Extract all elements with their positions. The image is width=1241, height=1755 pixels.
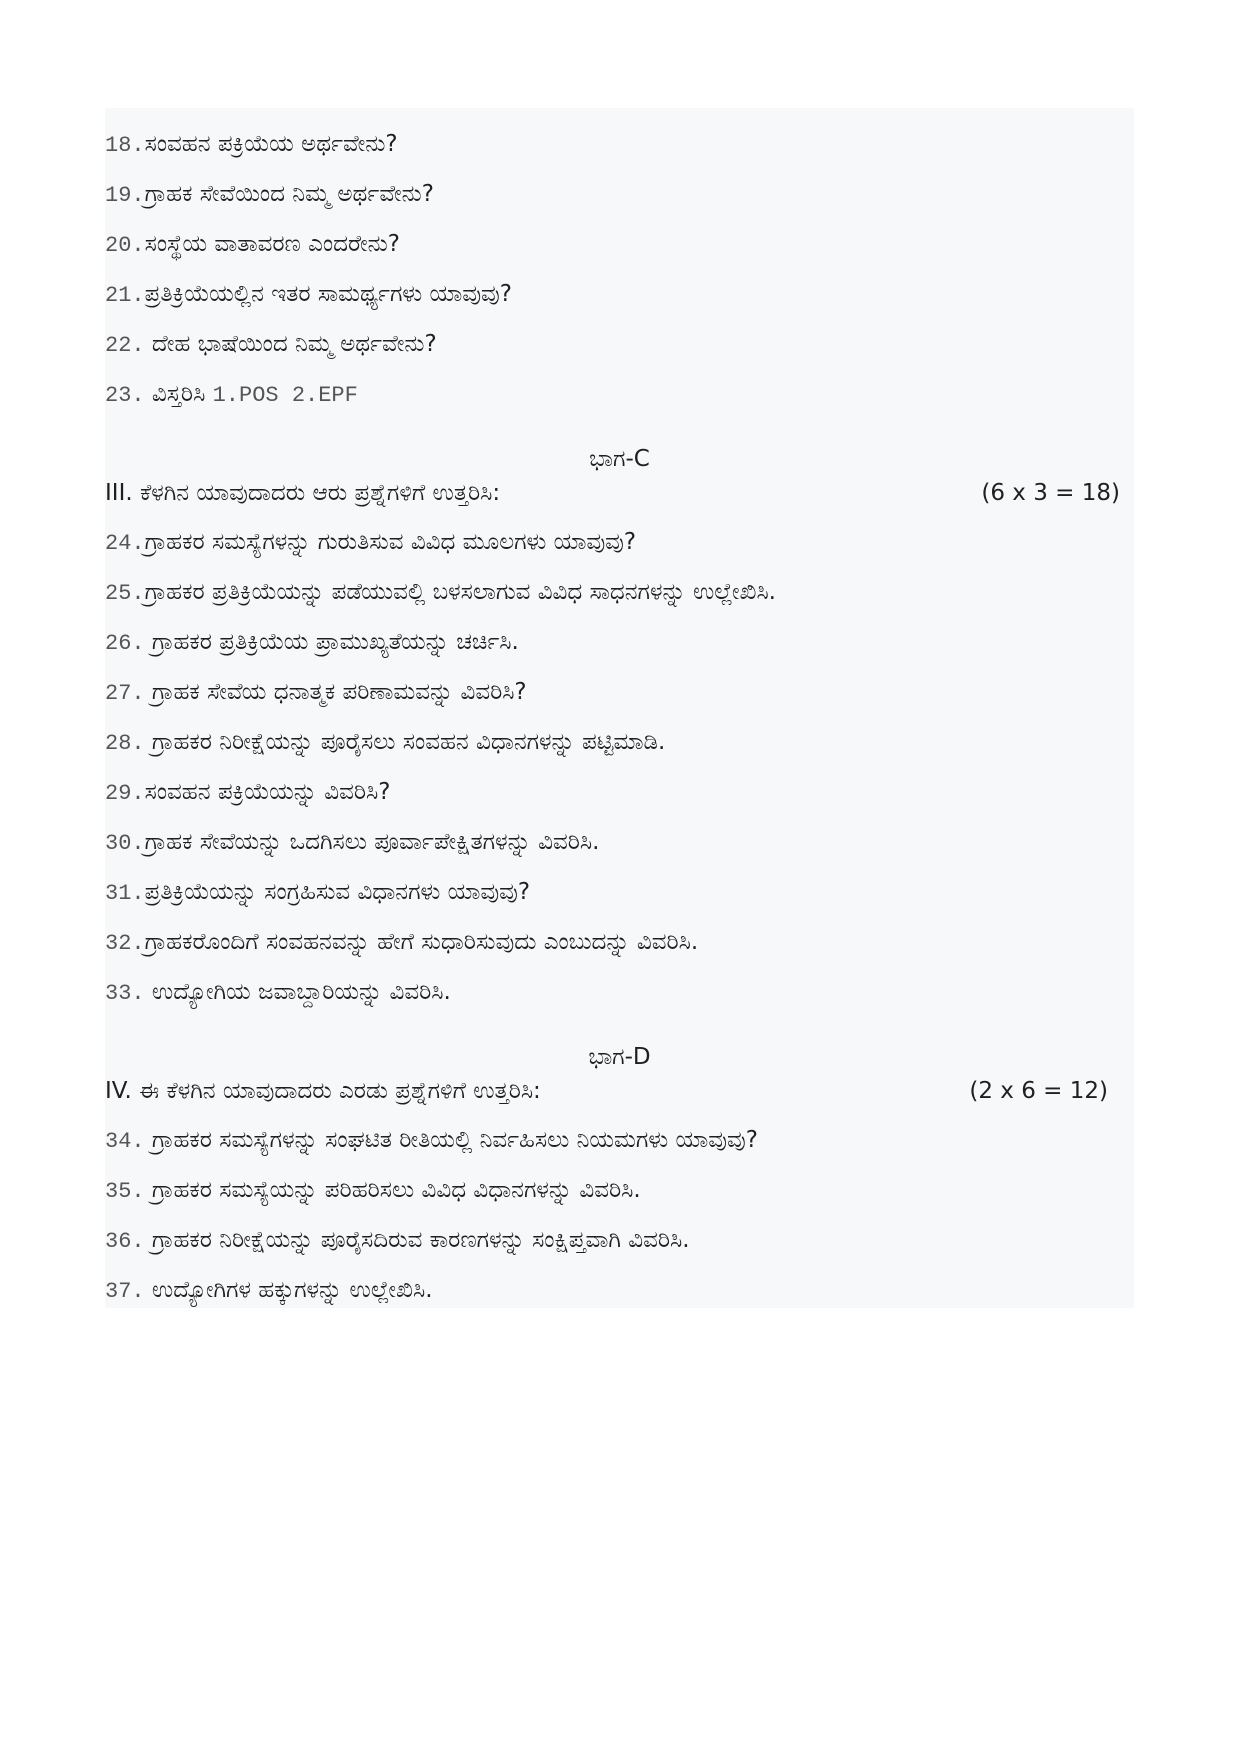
- question-text: ಉದ್ಯೋಗಿಗಳ ಹಕ್ಕುಗಳನ್ನು ಉಲ್ಲೇಖಿಸಿ.: [151, 1277, 433, 1303]
- question-text: ಸಂಸ್ಥೆಯ ವಾತಾವರಣ ಎಂದರೇನು?: [144, 231, 400, 257]
- section-d-instruction: IV. ಈ ಕೆಳಗಿನ ಯಾವುದಾದರು ಎರಡು ಪ್ರಶ್ನೆಗಳಿಗೆ ಉತ್ತರಿಸಿ:: [105, 1078, 541, 1104]
- question-text: ದೇಹ ಭಾಷೆಯಿಂದ ನಿಮ್ಮ ಅರ್ಥವೇನು?: [151, 331, 437, 357]
- question-32: [105, 922, 698, 962]
- question-text: ಪ್ರತಿಕ್ರಿಯೆಯನ್ನು ಸಂಗ್ರಹಿಸುವ ವಿಧಾನಗಳು ಯಾವುವು?: [144, 879, 531, 905]
- question-abbreviations: 1.POS 2.EPF: [212, 383, 358, 408]
- question-text: ಉದ್ಯೋಗಿಯ ಜವಾಬ್ದಾರಿಯನ್ನು ವಿವರಿಸಿ.: [151, 979, 451, 1005]
- question-number: 27.: [105, 681, 145, 706]
- question-text: ಗ್ರಾಹಕರ ನಿರೀಕ್ಷೆಯನ್ನು ಪೂರೈಸದಿರುವ ಕಾರಣಗಳನ್ನು ಸಂಕ್ಷಿಪ್ತವಾಗಿ ವಿವರಿಸಿ.: [151, 1227, 690, 1253]
- question-number: 32.: [105, 931, 145, 956]
- question-number: 33.: [105, 981, 145, 1006]
- question-35: [105, 1170, 641, 1210]
- question-number: 34.: [105, 1129, 145, 1154]
- question-text: ಗ್ರಾಹಕ ಸೇವೆಯ ಧನಾತ್ಮಕ ಪರಿಣಾಮವನ್ನು ವಿವರಿಸಿ?: [151, 679, 527, 705]
- question-25: [105, 572, 776, 612]
- question-number: 25.: [105, 581, 145, 606]
- question-text: ಗ್ರಾಹಕರ ಪ್ರತಿಕ್ರಿಯೆಯ ಪ್ರಾಮುಖ್ಯತೆಯನ್ನು ಚರ್ಚಿಸಿ.: [151, 629, 519, 655]
- question-number: 21.: [105, 283, 145, 308]
- question-21: [105, 274, 512, 314]
- question-33: [105, 972, 451, 1012]
- question-30: [105, 822, 599, 862]
- question-text: ಗ್ರಾಹಕರ ಸಮಸ್ಯೆಗಳನ್ನು ಗುರುತಿಸುವ ವಿವಿಧ ಮೂಲಗಳು ಯಾವುವು?: [144, 529, 637, 555]
- question-number: 20.: [105, 233, 145, 258]
- question-27: [105, 672, 527, 712]
- question-text: ಗ್ರಾಹಕರ ಸಮಸ್ಯೆಗಳನ್ನು ಸಂಘಟಿತ ರೀತಿಯಲ್ಲಿ ನಿರ್ವಹಿಸಲು ನಿಯಮಗಳು ಯಾವುವು?: [151, 1127, 758, 1153]
- question-text: ಪ್ರತಿಕ್ರಿಯೆಯಲ್ಲಿನ ಇತರ ಸಾಮರ್ಥ್ಯಗಳು ಯಾವುವು?: [144, 281, 512, 307]
- question-24: [105, 522, 636, 562]
- question-29: [105, 772, 390, 812]
- question-number: 22.: [105, 333, 145, 358]
- question-37: [105, 1270, 433, 1310]
- question-number: 24.: [105, 531, 145, 556]
- question-text: ಸಂವಹನ ಪಕ್ರಿಯೆಯನ್ನು ವಿವರಿಸಿ?: [144, 779, 391, 805]
- question-28: [105, 722, 665, 762]
- section-d-title: ಭಾಗ-D: [588, 1044, 651, 1070]
- question-number: 19.: [105, 183, 145, 208]
- section-c-instruction: III. ಕೆಳಗಿನ ಯಾವುದಾದರು ಆರು ಪ್ರಶ್ನೆಗಳಿಗೆ ಉತ್ತರಿಸಿ:: [105, 480, 501, 506]
- question-number: 26.: [105, 631, 145, 656]
- question-text: ಗ್ರಾಹಕ ಸೇವೆಯನ್ನು ಒದಗಿಸಲು ಪೂರ್ವಾಪೇಕ್ಷಿತಗಳನ್ನು ವಿವರಿಸಿ.: [144, 829, 600, 855]
- question-text: ಗ್ರಾಹಕ ಸೇವೆಯಿಂದ ನಿಮ್ಮ ಅರ್ಥವೇನು?: [144, 181, 434, 207]
- question-26: [105, 622, 519, 662]
- question-text: ಗ್ರಾಹಕರ ನಿರೀಕ್ಷೆಯನ್ನು ಪೂರೈಸಲು ಸಂವಹನ ವಿಧಾನಗಳನ್ನು ಪಟ್ಟಿಮಾಡಿ.: [151, 729, 666, 755]
- question-23: [105, 374, 358, 414]
- question-number: 28.: [105, 731, 145, 756]
- section-c-title: ಭಾಗ-C: [589, 446, 650, 472]
- question-number: 31.: [105, 881, 145, 906]
- question-text: ಗ್ರಾಹಕರೊಂದಿಗೆ ಸಂವಹನವನ್ನು ಹೇಗೆ ಸುಧಾರಿಸುವುದು ಎಂಬುದನ್ನು ವಿವರಿಸಿ.: [144, 929, 699, 955]
- section-d-marks: (2 x 6 = 12): [969, 1078, 1108, 1104]
- question-number: 36.: [105, 1229, 145, 1254]
- section-c-marks: (6 x 3 = 18): [981, 480, 1120, 506]
- question-text: ಸಂವಹನ ಪಕ್ರಿಯೆಯ ಅರ್ಥವೇನು?: [144, 131, 398, 157]
- question-number: 18.: [105, 133, 145, 158]
- question-36: [105, 1220, 690, 1260]
- question-31: [105, 872, 530, 912]
- question-22: [105, 324, 437, 364]
- question-19: [105, 174, 434, 214]
- question-text: ವಿಸ್ತರಿಸಿ: [151, 381, 206, 407]
- question-number: 29.: [105, 781, 145, 806]
- question-20: [105, 224, 400, 264]
- question-18: [105, 124, 398, 164]
- question-paper-page: [105, 108, 1134, 1308]
- question-text: ಗ್ರಾಹಕರ ಪ್ರತಿಕ್ರಿಯೆಯನ್ನು ಪಡೆಯುವಲ್ಲಿ ಬಳಸಲಾಗುವ ವಿವಿಧ ಸಾಧನಗಳನ್ನು ಉಲ್ಲೇಖಿಸಿ.: [144, 579, 776, 605]
- question-34: [105, 1120, 758, 1160]
- question-number: 35.: [105, 1179, 145, 1204]
- question-number: 37.: [105, 1279, 145, 1304]
- question-number: 23.: [105, 383, 145, 408]
- question-text: ಗ್ರಾಹಕರ ಸಮಸ್ಯೆಯನ್ನು ಪರಿಹರಿಸಲು ವಿವಿಧ ವಿಧಾನಗಳನ್ನು ವಿವರಿಸಿ.: [151, 1177, 641, 1203]
- question-number: 30.: [105, 831, 145, 856]
